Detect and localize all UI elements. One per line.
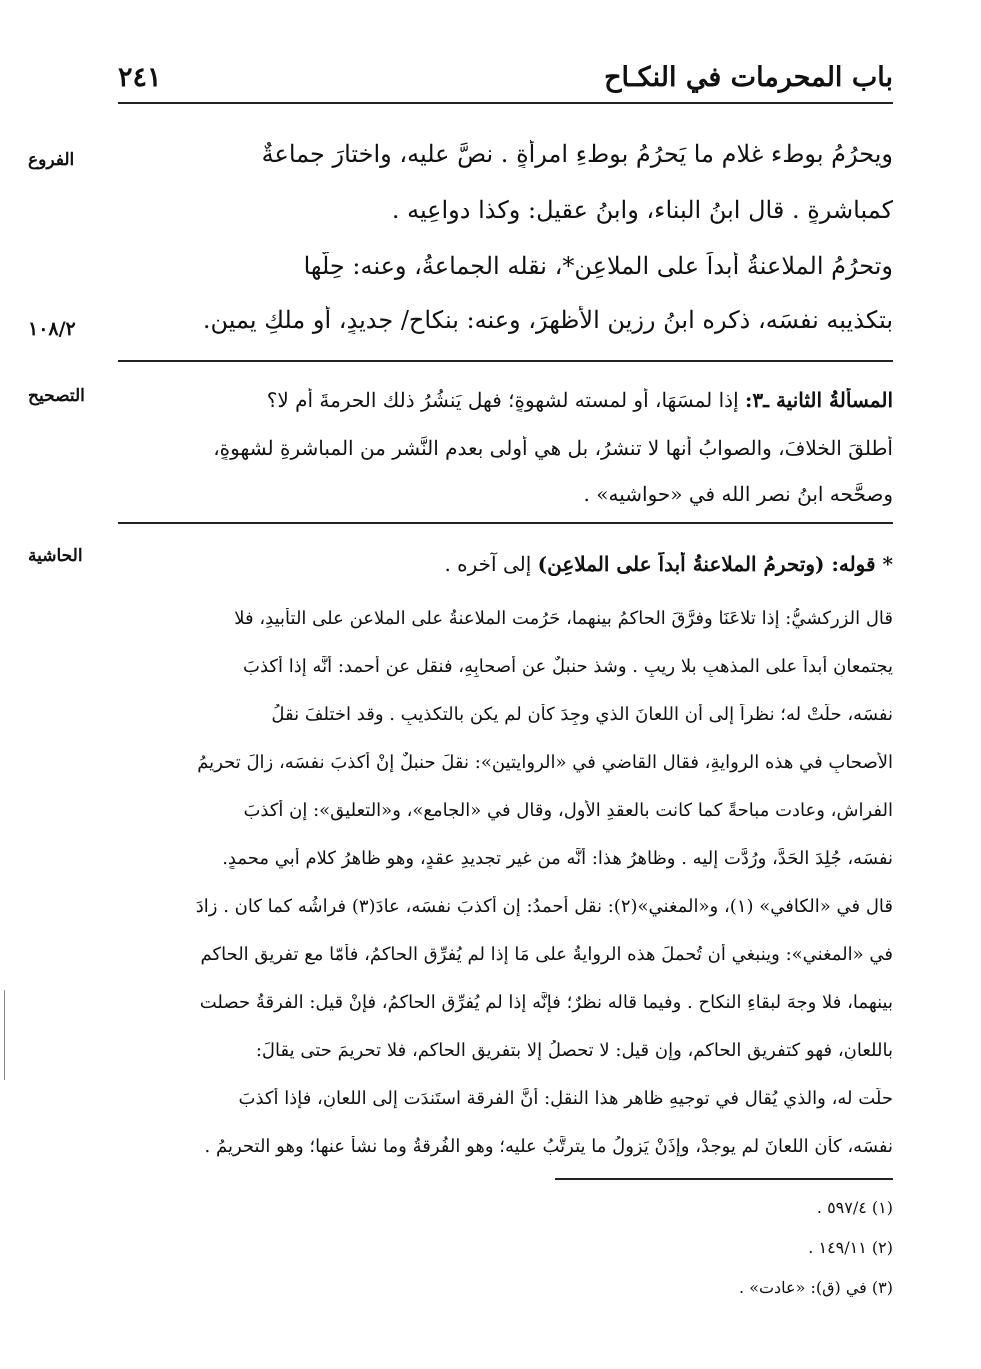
tashih-lead-text: إذا لمسَهَا، أو لمسته لشهوةٍ؛ فهل يَنشُرُ ذلك الحرمةَ أم لا؟ <box>266 388 739 412</box>
furu-line: ويحرُمُ بوطء غلامٍ ما يَحرُمُ بوطءِ امرأةٍ . نصَّ عليه، واختارَ جماعةٌ <box>261 140 893 168</box>
side-label-furu-ref: ١٠٨/٢ <box>28 318 76 340</box>
hashiya-line: باللعانِ، فهو كتفريقِ الحاكمِ، وإن قيل: لا تحصلُ إلا بتفريقِ الحاكمِ، فلا تحريمَ حتى يقالَ: <box>255 1040 893 1061</box>
footnote: (٢) ١٤٩/١١ . <box>808 1238 893 1257</box>
section-rule <box>118 360 893 362</box>
side-label-furu: الفروع <box>28 150 75 170</box>
hashiya-line: نفسَه، جُلِدَ الحَدَّ، ورُدَّت إليه . وظاهرُ هذا: أنَّه من غيرِ تجديدِ عقدٍ، وهو ظاهرُ كلامِ أبي محمدٍ. <box>222 848 893 869</box>
hashiya-line: الأصحابِ في هذه الروايةِ، فقال القاضي في «الروايتين»: نقلَ حنبلٌ إنْ أكذبَ نفسَه، زالَ تحريمُ <box>197 752 893 773</box>
section-rule <box>118 522 893 524</box>
hashiya-line: قال الزركشيُّ: إذا تلاعَنَا وفرَّقَ الحاكمُ بينهما، حَرُمت الملاعنةُ على الملاعنِ على التأبيدِ، فلا <box>234 608 893 629</box>
tashih-line: أطلقَ الخلافَ، والصوابُ أنها لا تنشرُ، بل هي أولى بعدمِ النَّشرِ من المباشرةِ لشهوةٍ، <box>213 436 893 460</box>
footnote: (١) ٥٩٧/٤ . <box>816 1198 893 1217</box>
hashiya-lead-rest: إلى آخره . <box>444 552 532 576</box>
hashiya-line: نفسَه، كأن اللعانَ لم يوجدْ، وإذَنْ يَزولُ ما يترتَّبُ عليه؛ وهو الفُرقةُ وما نشأ عنها؛ وهو التحريمُ . <box>204 1136 893 1157</box>
hashiya-line: الفراشِ، وعادت مباحةً كما كانت بالعقدِ الأول، وقال في «الجامع»، و«التعليق»: إن أكذبَ <box>243 800 893 821</box>
hashiya-line: في «المغني»: وينبغي أن تُحملَ هذه الروايةُ على مَا إذا لم يُفرِّقِ الحاكمُ، فأمّا مع تفريقِ الحاكمِ <box>200 944 893 965</box>
tashih-line: وصحَّحه ابنُ نصر الله في «حواشيه» . <box>583 482 893 506</box>
hashiya-lead-line <box>123 552 893 576</box>
running-title: باب المحرمات في النكـاح <box>604 62 893 93</box>
hashiya-lead: * قوله: (وتحرمُ الملاعنةُ أبداً على الملاعِنِ) <box>537 552 893 576</box>
side-label-tashih: التصحيح <box>28 386 85 406</box>
footnote: (٣) في (ق): «عادت» . <box>739 1278 893 1297</box>
furu-line: كمباشرةٍ . قال ابنُ البناء، وابنُ عقيلٍ: وكذا دواعِيه . <box>391 196 893 224</box>
header-rule <box>118 102 893 104</box>
hashiya-line: قال في «الكافي» (١)، و«المغني»(٢): نقل أحمدُ: إن أكذبَ نفسَه، عادَ(٣) فراشُه كما كان . زادَ <box>195 896 893 917</box>
tashih-lead: المسألةُ الثانية ـ٣: <box>745 388 893 412</box>
hashiya-line: حلَّت له، والذي يُقال في توجيهِ ظاهرِ هذا النقلِ: أنَّ الفرقة استَندَت إلى اللعانِ، فإذا أكذبَ <box>238 1088 893 1109</box>
furu-line: وتحرُمُ الملاعنةُ أبداً على الملاعِنِ*، نقله الجماعةُ، وعنه: حِلُّها <box>303 252 893 280</box>
hashiya-line: نفسَه، حلَّتْ له؛ نظراً إلى أن اللعانَ الذي وجِدَ كأن لم يكن بالتكذيبِ . وقد اختلفَ نقلُ <box>271 704 893 725</box>
page-number: ٢٤١ <box>118 62 162 93</box>
tashih-line-first <box>123 388 893 412</box>
scan-margin-line <box>4 990 5 1080</box>
hashiya-line: يجتمعانِ أبداً على المذهبِ بلا ريبٍ . وشذ حنبلٌ عن أصحابِهِ، فنقل عن أحمد: أنَّه إذا أكذبَ <box>243 656 893 677</box>
furu-line: بتكذيبه نفسَه، ذكره ابنُ رزين الأظهرَ، وعنه: بنكاحٍ/ جديدٍ، أو ملكِ يمينٍ. <box>202 306 893 334</box>
side-label-hashiya: الحاشية <box>28 546 83 566</box>
hashiya-line: بينهما، فلا وجهَ لبقاءِ النكاحِ . وفيما قاله نظرٌ؛ فإنَّه إذا لم يُفرِّق الحاكمُ، فإنْ قيل: الفرقةُ حصلت <box>199 992 893 1013</box>
footnote-rule <box>555 1178 893 1180</box>
